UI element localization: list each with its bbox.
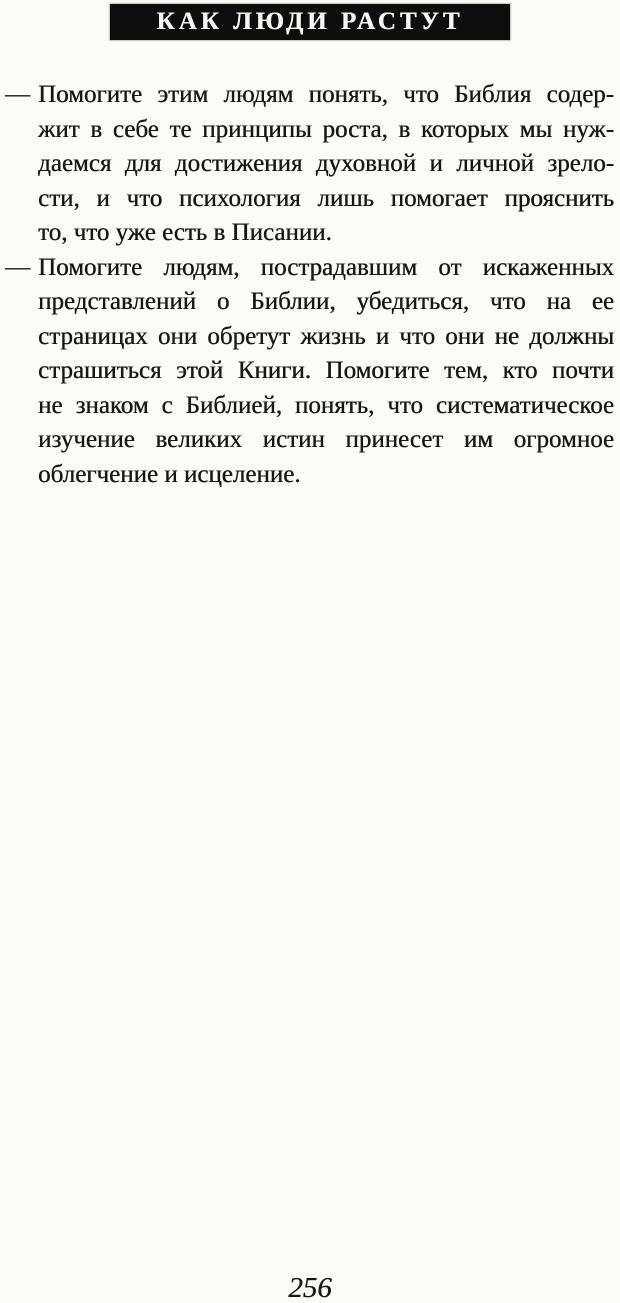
- text-line: Помогите людям, пострадавшим от искаженных: [38, 253, 614, 281]
- dash-marker: —: [5, 81, 30, 108]
- chapter-title-bar: [110, 4, 510, 40]
- text-line: изучение великих истин принесет им огромное: [38, 426, 614, 453]
- text-line: облегчение и исцеление.: [38, 460, 301, 488]
- paragraph-lines: [38, 78, 614, 251]
- text-line: жит в себе те принципы роста, в которых мы нуж-: [38, 115, 614, 143]
- text-line: то, что уже есть в Писании.: [38, 219, 332, 246]
- text-line: Помогите этим людям понять, что Библия содер-: [38, 81, 614, 108]
- text-line: представлений о Библии, убедиться, что на ее: [38, 288, 614, 315]
- dash-marker: —: [5, 253, 30, 281]
- text-line: сти, и что психология лишь помогает прояснить: [38, 184, 614, 212]
- text-line: страницах они обретут жизнь и что они не должны: [38, 322, 614, 350]
- chapter-title: КАК ЛЮДИ РАСТУТ: [156, 8, 464, 35]
- text-line: не знаком с Библией, понять, что систематическое: [38, 391, 614, 419]
- page-number: 256: [288, 1272, 332, 1303]
- bullet-paragraph: [5, 78, 614, 251]
- text-line: страшиться этой Книги. Помогите тем, кто почти: [38, 357, 614, 384]
- body-text: [0, 78, 620, 492]
- text-line: даемся для достижения духовной и личной зрело-: [38, 150, 614, 177]
- bullet-paragraph: [5, 251, 614, 493]
- paragraph-lines: [38, 251, 614, 493]
- page-header: [0, 4, 620, 40]
